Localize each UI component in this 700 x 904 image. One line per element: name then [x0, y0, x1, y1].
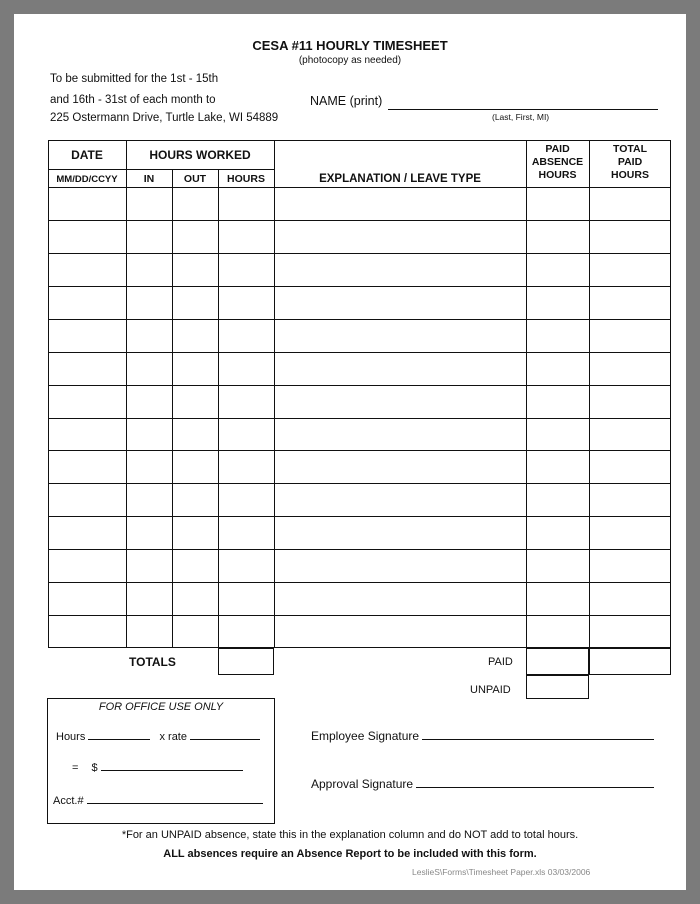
hours-label: Hours: [56, 731, 86, 743]
unpaid-total-box[interactable]: [526, 675, 589, 699]
employee-signature-row: [311, 729, 654, 743]
unpaid-absence-note: *For an UNPAID absence, state this in the explanation column and do NOT add to total hours.: [121, 829, 579, 841]
in-header: IN: [143, 173, 155, 185]
form-subtitle: (photocopy as needed): [298, 55, 402, 66]
form-title: CESA #11 HOURLY TIMESHEET: [252, 38, 448, 53]
date-header: DATE: [71, 148, 103, 162]
total-paid-hours-box[interactable]: [589, 648, 671, 675]
account-row: [53, 795, 263, 807]
total-paid-header-line: TOTAL: [612, 143, 648, 155]
out-header: OUT: [183, 173, 207, 185]
paid-absence-header-line: PAID: [545, 143, 570, 155]
hours-worked-header: HOURS WORKED: [149, 148, 251, 162]
amount-field[interactable]: [101, 762, 243, 771]
rate-label: x rate: [159, 731, 187, 743]
total-paid-header-line: HOURS: [611, 169, 649, 182]
office-use-box: [47, 698, 275, 824]
name-hint: (Last, First, MI): [492, 112, 550, 122]
file-path-footer: LeslieS\Forms\Timesheet Paper.xls 03/03/2006: [412, 867, 591, 877]
name-field[interactable]: [388, 109, 658, 110]
paid-total-label: PAID: [488, 656, 513, 668]
approval-signature-label: Approval Signature: [311, 777, 414, 791]
paid-absence-total-box[interactable]: [526, 648, 589, 675]
paid-absence-header-line: ABSENCE: [531, 156, 584, 169]
account-label: Acct.#: [53, 795, 84, 807]
totals-label: TOTALS: [129, 655, 176, 669]
date-format-header: MM/DD/CCYY: [56, 174, 118, 185]
hours-header: HOURS: [227, 173, 265, 185]
total-hours-box[interactable]: [218, 648, 274, 675]
timesheet-page: [14, 14, 686, 890]
employee-signature-label: Employee Signature: [311, 729, 420, 743]
mailing-address: 225 Ostermann Drive, Turtle Lake, WI 54889: [50, 112, 279, 124]
approval-signature-row: [311, 777, 654, 791]
absence-report-note: ALL absences require an Absence Report to be included with this form.: [163, 848, 537, 860]
paid-absence-header-line: HOURS: [538, 169, 577, 182]
office-use-title: FOR OFFICE USE ONLY: [98, 701, 224, 713]
approval-signature-field[interactable]: [416, 779, 654, 788]
submit-instruction-line-2: and 16th - 31st of each month to: [50, 94, 216, 106]
dollar-label: $: [91, 762, 98, 774]
unpaid-total-label: UNPAID: [470, 684, 511, 696]
explanation-header: EXPLANATION / LEAVE TYPE: [319, 173, 481, 185]
employee-signature-field[interactable]: [422, 731, 654, 740]
hours-field[interactable]: [88, 731, 150, 740]
rate-field[interactable]: [190, 731, 260, 740]
table-frame: [48, 140, 671, 648]
equals-label: =: [72, 762, 79, 774]
name-label: NAME (print): [310, 94, 383, 108]
hours-rate-row: [56, 731, 260, 743]
timesheet-table: [48, 140, 671, 648]
submit-instruction-line-1: To be submitted for the 1st - 15th: [50, 73, 219, 85]
amount-row: [72, 762, 243, 774]
account-field[interactable]: [87, 795, 263, 804]
total-paid-header-line: PAID: [617, 156, 643, 169]
